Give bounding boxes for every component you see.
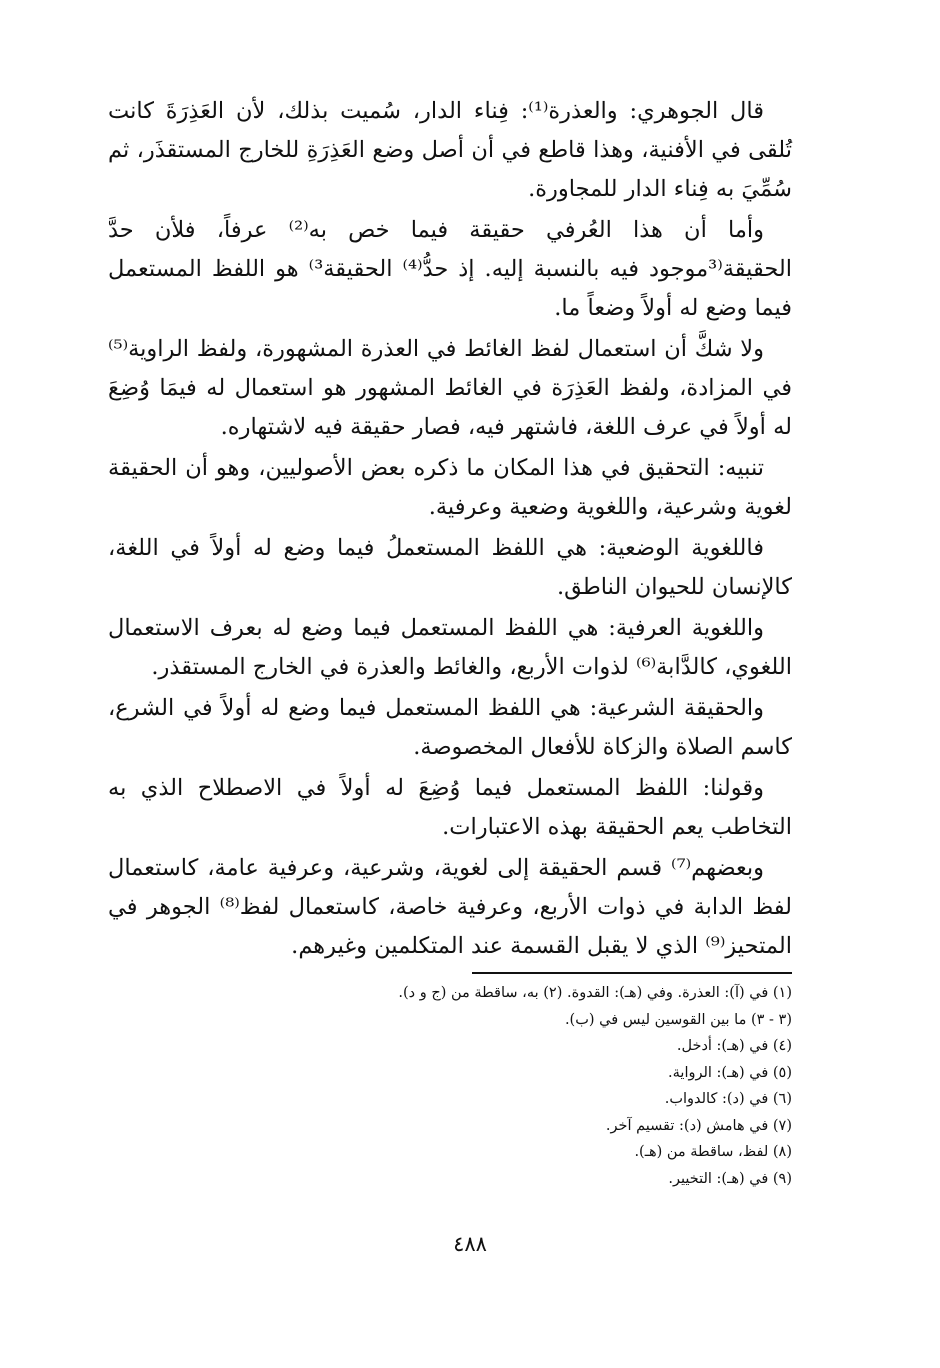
footnote-1-2: (١) في (آ): العذرة. وفي (هـ): القدوة. (٢) به، ساقطة من (ج و د).: [398, 985, 792, 1001]
footnote-9: (٩) في (هـ): التخيير.: [668, 1170, 792, 1187]
footnotes: [108, 980, 792, 1192]
paragraph-4: تنبيه: التحقيق في هذا المكان ما ذكره بعض الأصوليين، وهو أن الحقيقة لغوية وشرعية، واللغوية وضعية وعرفية.: [108, 455, 792, 520]
footnote-7: (٧) في هامش (د): تقسيم آخر.: [605, 1117, 792, 1134]
footnote-8: (٨) لفظ، ساقطة من (هـ).: [634, 1144, 792, 1160]
footnote-3: (٣ - ٣) ما بين القوسين ليس في (ب).: [564, 1011, 792, 1028]
paragraph-1: قال الجوهري: والعذرة⁽¹⁾: فِناء الدار، سُميت بذلك، لأن العَذِرَةَ كانت تُلقى في الأفنية، وهذا قاطع في أن أصل وضع العَذِرَةِ للخارج المستقذَر، ثم سُمِّيَ به فِناء الدار للمجاورة.: [108, 98, 792, 202]
paragraph-5: فاللغوية الوضعية: هي اللفظ المستعملُ فيما وضع له أولاً في اللغة، كالإنسان للحيوان الناطق.: [108, 535, 792, 600]
paragraph-7: والحقيقة الشرعية: هي اللفظ المستعمل فيما وضع له أولاً في الشرع، كاسم الصلاة والزكاة للأفعال المخصوصة.: [108, 695, 792, 760]
page-number: ٤٨٨: [453, 1232, 487, 1256]
paragraph-8: وقولنا: اللفظ المستعمل فيما وُضِعَ له أولاً في الاصطلاح الذي به التخاطب يعم الحقيقة بهذه الاعتبارات.: [108, 775, 792, 840]
paragraph-9: وبعضهم⁽⁷⁾ قسم الحقيقة إلى لغوية، وشرعية، وعرفية عامة، كاستعمال لفظ الدابة في ذوات الأربع، وعرفية خاصة، كاستعمال لفظ⁽⁸⁾ الجوهر في المتحيز⁽⁹⁾ الذي لا يقبل القسمة عند المتكلمين وغيرهم.: [108, 855, 793, 959]
paragraph-3: ولا شكَّ أن استعمال لفظ الغائط في العذرة المشهورة، ولفظ الراوية⁽⁵⁾ في المزادة، ولفظ العَذِرَة في الغائط المشهور هو استعمال له فيمَا وُضِعَ له أولاً في عرف اللغة، فاشتهر فيه، فصار حقيقة فيه لاشتهاره.: [108, 336, 792, 440]
page-body: [108, 92, 792, 1192]
footnote-6: (٦) في (د): كالدواب.: [664, 1091, 792, 1107]
footnote-divider: [472, 972, 792, 974]
paragraph-6: واللغوية العرفية: هي اللفظ المستعمل فيما وضع له بعرف الاستعمال اللغوي، كالدَّابة⁽⁶⁾ لذوات الأربع، والغائط والعذرة في الخارج المستقذر.: [108, 615, 792, 680]
paragraph-2: وأما أن هذا العُرفي حقيقة فيما خص به⁽²⁾ عرفاً، فلأن حدَّ الحقيقة⁽³موجود فيه بالنسبة إليه. إذ حدُّ⁽⁴⁾ الحقيقة³⁾ هو اللفظ المستعمل فيما وضع له أولاً وضعاً ما.: [108, 217, 792, 321]
footnote-5: (٥) في (هـ): الرواية.: [668, 1064, 792, 1081]
footnote-4: (٤) في (هـ): أدخل.: [676, 1038, 792, 1054]
